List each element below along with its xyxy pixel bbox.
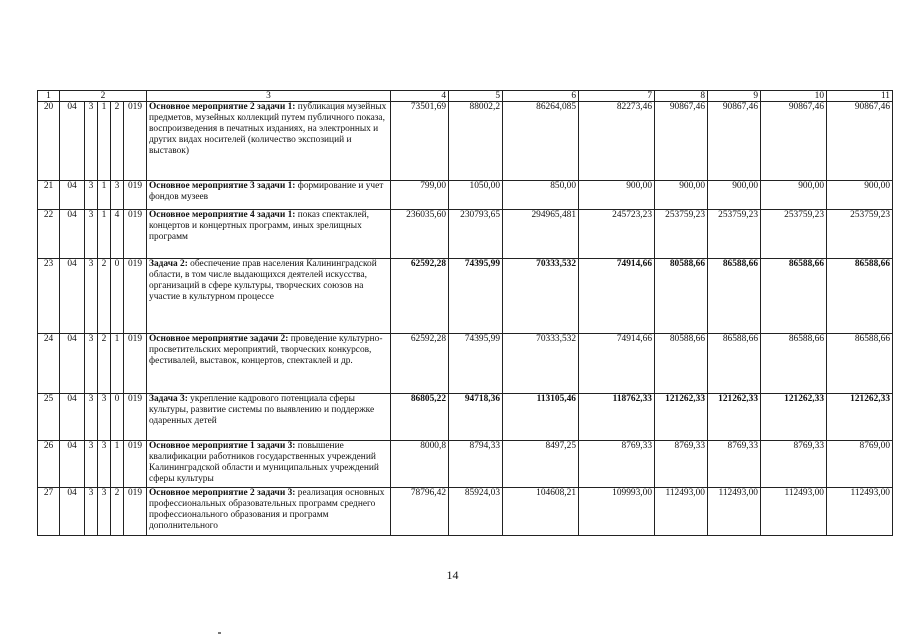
value-cell: 62592,28 bbox=[391, 334, 449, 394]
value-cell: 253759,23 bbox=[708, 210, 761, 259]
value-cell: 112493,00 bbox=[761, 488, 827, 536]
value-cell: 294965,481 bbox=[503, 210, 579, 259]
value-cell: 1050,00 bbox=[449, 181, 503, 210]
code-cell: 04 bbox=[60, 210, 85, 259]
description-label: Основное мероприятие 3 задачи 1: bbox=[149, 181, 296, 191]
description-text: формирование и учет фондов музеев bbox=[149, 181, 384, 202]
code-cell: 3 bbox=[85, 181, 98, 210]
value-cell: 253759,23 bbox=[827, 210, 893, 259]
value-cell: 8794,33 bbox=[449, 441, 503, 488]
row-number: 23 bbox=[38, 259, 60, 334]
value-cell: 118762,33 bbox=[579, 394, 655, 441]
value-cell: 86588,66 bbox=[827, 334, 893, 394]
description-cell bbox=[147, 441, 391, 488]
code-cell: 3 bbox=[85, 394, 98, 441]
code-cell: 04 bbox=[60, 488, 85, 536]
value-cell: 88002,2 bbox=[449, 102, 503, 181]
value-cell: 900,00 bbox=[579, 181, 655, 210]
code-cell: 3 bbox=[85, 102, 98, 181]
value-cell: 90867,46 bbox=[708, 102, 761, 181]
value-cell: 850,00 bbox=[503, 181, 579, 210]
row-number: 26 bbox=[38, 441, 60, 488]
code-cell: 04 bbox=[60, 394, 85, 441]
description-cell bbox=[147, 334, 391, 394]
value-cell: 86588,66 bbox=[761, 259, 827, 334]
value-cell: 121262,33 bbox=[708, 394, 761, 441]
value-cell: 78796,42 bbox=[391, 488, 449, 536]
value-cell: 113105,46 bbox=[503, 394, 579, 441]
code-cell: 2 bbox=[111, 488, 124, 536]
code-cell: 3 bbox=[85, 441, 98, 488]
code-cell: 3 bbox=[85, 259, 98, 334]
code-cell: 3 bbox=[85, 334, 98, 394]
table-row bbox=[38, 441, 893, 488]
value-cell: 90867,46 bbox=[827, 102, 893, 181]
row-number: 22 bbox=[38, 210, 60, 259]
code-cell: 3 bbox=[98, 394, 111, 441]
header-cell-10: 10 bbox=[761, 91, 827, 102]
code-cell: 019 bbox=[124, 259, 147, 334]
code-cell: 4 bbox=[111, 210, 124, 259]
value-cell: 74395,99 bbox=[449, 259, 503, 334]
header-row bbox=[38, 91, 893, 102]
description-cell bbox=[147, 259, 391, 334]
table-row bbox=[38, 259, 893, 334]
value-cell: 253759,23 bbox=[655, 210, 708, 259]
value-cell: 86805,22 bbox=[391, 394, 449, 441]
value-cell: 86264,085 bbox=[503, 102, 579, 181]
table-row bbox=[38, 210, 893, 259]
code-cell: 04 bbox=[60, 334, 85, 394]
code-cell: 04 bbox=[60, 102, 85, 181]
description-text: повышение квалификации работников государственных учреждений Калининградской области и муниципальных учреждений сферы культуры bbox=[149, 441, 379, 484]
value-cell: 85924,03 bbox=[449, 488, 503, 536]
value-cell: 109993,00 bbox=[579, 488, 655, 536]
value-cell: 112493,00 bbox=[708, 488, 761, 536]
value-cell: 8769,00 bbox=[827, 441, 893, 488]
code-cell: 019 bbox=[124, 394, 147, 441]
description-label: Основное мероприятие 2 задачи 3: bbox=[149, 488, 296, 498]
header-cell-3: 3 bbox=[147, 91, 391, 102]
value-cell: 74914,66 bbox=[579, 334, 655, 394]
value-cell: 73501,69 bbox=[391, 102, 449, 181]
value-cell: 121262,33 bbox=[761, 394, 827, 441]
code-cell: 2 bbox=[111, 102, 124, 181]
code-cell: 019 bbox=[124, 102, 147, 181]
value-cell: 245723,23 bbox=[579, 210, 655, 259]
value-cell: 8497,25 bbox=[503, 441, 579, 488]
description-text: реализация основных профессиональных образовательных программ среднего профессионального образования и программ дополнительного bbox=[149, 488, 385, 531]
code-cell: 019 bbox=[124, 181, 147, 210]
code-cell: 0 bbox=[111, 259, 124, 334]
value-cell: 74914,66 bbox=[579, 259, 655, 334]
code-cell: 019 bbox=[124, 441, 147, 488]
code-cell: 019 bbox=[124, 210, 147, 259]
header-cell-5: 5 bbox=[449, 91, 503, 102]
scan-mark bbox=[218, 632, 221, 634]
value-cell: 112493,00 bbox=[655, 488, 708, 536]
code-cell: 2 bbox=[98, 334, 111, 394]
value-cell: 8000,8 bbox=[391, 441, 449, 488]
value-cell: 86588,66 bbox=[708, 259, 761, 334]
code-cell: 019 bbox=[124, 334, 147, 394]
header-cell-9: 9 bbox=[708, 91, 761, 102]
code-cell: 3 bbox=[98, 488, 111, 536]
description-cell bbox=[147, 102, 391, 181]
header-cell-4: 4 bbox=[391, 91, 449, 102]
value-cell: 900,00 bbox=[655, 181, 708, 210]
value-cell: 94718,36 bbox=[449, 394, 503, 441]
value-cell: 62592,28 bbox=[391, 259, 449, 334]
description-text: публикация музейных предметов, музейных коллекций путем публичного показа, воспроизведения в печатных изданиях, на электронных и других видах носителей (количество экспозиций и выставок) bbox=[149, 102, 387, 156]
code-cell: 04 bbox=[60, 181, 85, 210]
description-label: Основное мероприятие задачи 2: bbox=[149, 334, 289, 344]
code-cell: 04 bbox=[60, 259, 85, 334]
value-cell: 90867,46 bbox=[761, 102, 827, 181]
value-cell: 8769,33 bbox=[708, 441, 761, 488]
header-cell-6: 6 bbox=[503, 91, 579, 102]
code-cell: 1 bbox=[98, 102, 111, 181]
description-cell bbox=[147, 181, 391, 210]
table-row bbox=[38, 488, 893, 536]
value-cell: 74395,99 bbox=[449, 334, 503, 394]
value-cell: 8769,33 bbox=[579, 441, 655, 488]
value-cell: 121262,33 bbox=[827, 394, 893, 441]
value-cell: 121262,33 bbox=[655, 394, 708, 441]
page-number: 14 bbox=[446, 568, 459, 582]
row-number: 25 bbox=[38, 394, 60, 441]
table-row bbox=[38, 394, 893, 441]
code-cell: 019 bbox=[124, 488, 147, 536]
code-cell: 3 bbox=[85, 210, 98, 259]
value-cell: 90867,46 bbox=[655, 102, 708, 181]
description-text: укрепление кадрового потенциала сферы культуры, развитие системы по выявлению и поддержке одаренных детей bbox=[149, 394, 375, 426]
code-cell: 0 bbox=[111, 394, 124, 441]
value-cell: 80588,66 bbox=[655, 259, 708, 334]
row-number: 21 bbox=[38, 181, 60, 210]
description-text: показ спектаклей, концертов и концертных программ, иных зрелищных программ bbox=[149, 210, 369, 242]
header-cell-1: 1 bbox=[38, 91, 60, 102]
table-row bbox=[38, 102, 893, 181]
header-cell-7: 7 bbox=[579, 91, 655, 102]
value-cell: 230793,65 bbox=[449, 210, 503, 259]
value-cell: 104608,21 bbox=[503, 488, 579, 536]
value-cell: 70333,532 bbox=[503, 259, 579, 334]
code-cell: 2 bbox=[98, 259, 111, 334]
code-cell: 3 bbox=[111, 181, 124, 210]
value-cell: 112493,00 bbox=[827, 488, 893, 536]
description-text: проведение культурно-просветительских мероприятий, творческих конкурсов, фестивалей, выставок, концертов, спектаклей и др. bbox=[149, 334, 383, 366]
code-cell: 1 bbox=[111, 334, 124, 394]
value-cell: 799,00 bbox=[391, 181, 449, 210]
row-number: 20 bbox=[38, 102, 60, 181]
code-cell: 3 bbox=[98, 441, 111, 488]
value-cell: 86588,66 bbox=[761, 334, 827, 394]
code-cell: 3 bbox=[85, 488, 98, 536]
table-row bbox=[38, 181, 893, 210]
code-cell: 1 bbox=[98, 210, 111, 259]
code-cell: 04 bbox=[60, 441, 85, 488]
description-label: Основное мероприятие 4 задачи 1: bbox=[149, 210, 296, 220]
value-cell: 253759,23 bbox=[761, 210, 827, 259]
header-cell-2: 2 bbox=[60, 91, 147, 102]
program-table bbox=[37, 90, 893, 536]
value-cell: 8769,33 bbox=[761, 441, 827, 488]
description-cell bbox=[147, 488, 391, 536]
description-label: Задача 2: bbox=[149, 259, 188, 269]
row-number: 24 bbox=[38, 334, 60, 394]
code-cell: 1 bbox=[111, 441, 124, 488]
description-text: обеспечение прав населения Калининградской области, в том числе выдающихся деятелей искусства, организаций в сфере культуры, творческих союзов на участие в культурном процессе bbox=[149, 259, 377, 302]
value-cell: 86588,66 bbox=[827, 259, 893, 334]
value-cell: 80588,66 bbox=[655, 334, 708, 394]
header-cell-8: 8 bbox=[655, 91, 708, 102]
value-cell: 8769,33 bbox=[655, 441, 708, 488]
code-cell: 1 bbox=[98, 181, 111, 210]
value-cell: 236035,60 bbox=[391, 210, 449, 259]
value-cell: 82273,46 bbox=[579, 102, 655, 181]
value-cell: 70333,532 bbox=[503, 334, 579, 394]
row-number: 27 bbox=[38, 488, 60, 536]
value-cell: 900,00 bbox=[761, 181, 827, 210]
description-cell bbox=[147, 210, 391, 259]
value-cell: 86588,66 bbox=[708, 334, 761, 394]
description-label: Основное мероприятие 1 задачи 3: bbox=[149, 441, 296, 451]
description-label: Основное мероприятие 2 задачи 1: bbox=[149, 102, 296, 112]
description-label: Задача 3: bbox=[149, 394, 188, 404]
table-row bbox=[38, 334, 893, 394]
value-cell: 900,00 bbox=[708, 181, 761, 210]
description-cell bbox=[147, 394, 391, 441]
header-cell-11: 11 bbox=[827, 91, 893, 102]
value-cell: 900,00 bbox=[827, 181, 893, 210]
